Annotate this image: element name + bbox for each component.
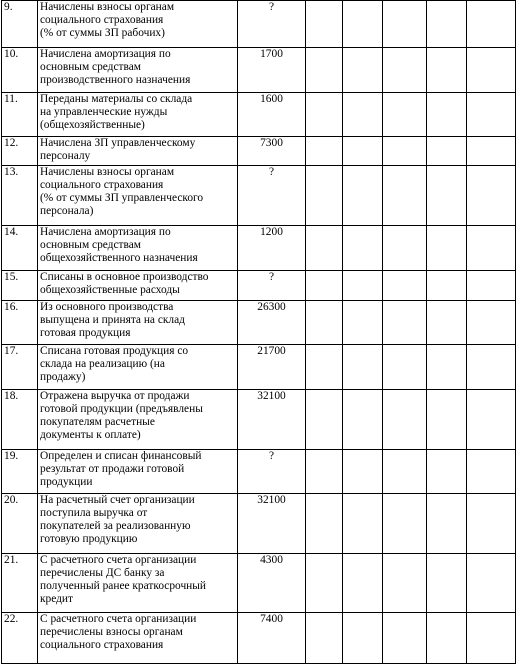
table-row (2, 390, 516, 450)
empty-cell (306, 613, 343, 664)
operation-description (38, 613, 238, 664)
empty-cell (427, 390, 467, 450)
empty-cell (383, 93, 427, 137)
empty-cell (306, 48, 343, 93)
transactions-body (2, 1, 516, 664)
empty-cell (467, 554, 516, 613)
empty-cell (306, 1, 343, 48)
empty-cell (427, 48, 467, 93)
empty-cell (383, 226, 427, 271)
empty-cell (467, 390, 516, 450)
operation-amount: 1200 (238, 226, 306, 271)
empty-cell (427, 450, 467, 494)
empty-cell (343, 494, 383, 554)
empty-cell (343, 226, 383, 271)
empty-cell (467, 48, 516, 93)
empty-cell (467, 271, 516, 301)
empty-cell (306, 494, 343, 554)
description-line: На расчетный счет организации (40, 494, 195, 506)
table-row (2, 48, 516, 93)
description-line: на управленческие нужды (40, 106, 168, 118)
empty-cell (427, 137, 467, 166)
operation-description (38, 166, 238, 226)
empty-cell (383, 1, 427, 48)
description-line: полученный ранее краткосрочный (40, 580, 207, 592)
operation-amount: ? (238, 166, 306, 226)
description-line: склада на реализацию (на (40, 358, 165, 370)
description-line: производственного назначения (40, 74, 191, 86)
operation-description (38, 48, 238, 93)
description-line: Начислены взносы органам (40, 1, 175, 13)
empty-cell (427, 301, 467, 345)
empty-cell (467, 1, 516, 48)
operation-amount: 4300 (238, 554, 306, 613)
operation-amount: 21700 (238, 345, 306, 390)
empty-cell (427, 613, 467, 664)
operation-description (38, 494, 238, 554)
ledger-page (1, 0, 516, 664)
description-line: готовая продукция (40, 327, 131, 339)
table-row (2, 1, 516, 48)
operation-description (38, 226, 238, 271)
description-line: Из основного производства (40, 301, 174, 313)
row-number: 18. (2, 390, 38, 450)
row-number: 21. (2, 554, 38, 613)
description-line: Определен и списан финансовый (40, 450, 202, 462)
table-row (2, 271, 516, 301)
empty-cell (427, 345, 467, 390)
empty-cell (467, 226, 516, 271)
table-row (2, 494, 516, 554)
table-row (2, 301, 516, 345)
table-row (2, 93, 516, 137)
empty-cell (383, 301, 427, 345)
operation-description (38, 345, 238, 390)
description-line: социального страхования (40, 14, 164, 26)
row-number: 9. (2, 1, 38, 48)
row-number: 10. (2, 48, 38, 93)
empty-cell (427, 554, 467, 613)
description-line: Переданы материалы со склада (40, 93, 193, 105)
description-line: продажу) (40, 371, 86, 383)
transactions-table (1, 0, 516, 664)
empty-cell (427, 166, 467, 226)
empty-cell (467, 166, 516, 226)
row-number: 12. (2, 137, 38, 166)
empty-cell (383, 345, 427, 390)
empty-cell (467, 450, 516, 494)
description-line: основным средствам (40, 239, 141, 251)
empty-cell (383, 613, 427, 664)
description-line: общехозяйственные расходы (40, 284, 180, 296)
empty-cell (467, 301, 516, 345)
description-line: С расчетного счета организации (40, 554, 197, 566)
empty-cell (343, 137, 383, 166)
empty-cell (467, 345, 516, 390)
empty-cell (306, 166, 343, 226)
description-line: кредит (40, 593, 74, 605)
empty-cell (343, 93, 383, 137)
description-line: Начислена ЗП управленческому (40, 137, 196, 149)
empty-cell (467, 137, 516, 166)
row-number: 15. (2, 271, 38, 301)
row-number: 17. (2, 345, 38, 390)
empty-cell (343, 390, 383, 450)
description-line: Списана готовая продукция со (40, 345, 189, 357)
description-line: готовую продукцию (40, 533, 138, 545)
row-number: 11. (2, 93, 38, 137)
empty-cell (467, 613, 516, 664)
description-line: перечислены ДС банку за (40, 567, 165, 579)
row-number: 14. (2, 226, 38, 271)
empty-cell (306, 93, 343, 137)
table-row (2, 345, 516, 390)
description-line: результат от продажи готовой (40, 463, 185, 475)
description-line: продукции (40, 476, 93, 488)
empty-cell (306, 271, 343, 301)
description-line: Списаны в основное производство (40, 271, 209, 283)
row-number: 19. (2, 450, 38, 494)
table-row (2, 226, 516, 271)
description-line: основным средствам (40, 61, 141, 73)
empty-cell (343, 450, 383, 494)
operation-description (38, 390, 238, 450)
empty-cell (467, 494, 516, 554)
description-line: (% от суммы ЗП рабочих) (40, 27, 165, 39)
description-line: поступила выручка от (40, 507, 148, 519)
description-line: документы к оплате) (40, 429, 141, 441)
operation-amount: 1700 (238, 48, 306, 93)
empty-cell (306, 301, 343, 345)
row-number: 22. (2, 613, 38, 664)
operation-amount: 26300 (238, 301, 306, 345)
empty-cell (306, 345, 343, 390)
operation-amount: 7300 (238, 137, 306, 166)
operation-amount: ? (238, 450, 306, 494)
operation-amount: 32100 (238, 494, 306, 554)
description-line: покупателей за реализованную (40, 520, 191, 532)
table-row (2, 554, 516, 613)
description-line: Отражена выручка от продажи (40, 390, 190, 402)
empty-cell (343, 271, 383, 301)
empty-cell (306, 226, 343, 271)
description-line: (% от суммы ЗП управленческого (40, 192, 204, 204)
empty-cell (383, 137, 427, 166)
empty-cell (383, 271, 427, 301)
description-line: социального страхования (40, 179, 164, 191)
table-row (2, 613, 516, 664)
operation-description (38, 301, 238, 345)
table-row (2, 450, 516, 494)
operation-amount: 1600 (238, 93, 306, 137)
description-line: общехозяйственного назначения (40, 252, 198, 264)
empty-cell (427, 226, 467, 271)
empty-cell (383, 48, 427, 93)
description-line: Начислена амортизация по (40, 226, 171, 238)
description-line: (общехозяйственные) (40, 119, 145, 131)
row-number: 20. (2, 494, 38, 554)
empty-cell (427, 1, 467, 48)
empty-cell (383, 494, 427, 554)
operation-description (38, 1, 238, 48)
operation-amount: 32100 (238, 390, 306, 450)
empty-cell (306, 554, 343, 613)
empty-cell (343, 613, 383, 664)
empty-cell (383, 390, 427, 450)
empty-cell (383, 450, 427, 494)
table-row (2, 166, 516, 226)
description-line: готовой продукции (предъявлены (40, 403, 203, 415)
operation-description (38, 93, 238, 137)
operation-description (38, 450, 238, 494)
empty-cell (383, 166, 427, 226)
empty-cell (343, 166, 383, 226)
empty-cell (343, 301, 383, 345)
description-line: Начислены взносы органам (40, 166, 175, 178)
description-line: персоналу (40, 150, 91, 162)
empty-cell (306, 450, 343, 494)
operation-amount: 7400 (238, 613, 306, 664)
empty-cell (427, 494, 467, 554)
description-line: выпущена и принята на склад (40, 314, 185, 326)
row-number: 13. (2, 166, 38, 226)
empty-cell (383, 554, 427, 613)
description-line: покупателям расчетные (40, 416, 155, 428)
table-row (2, 137, 516, 166)
empty-cell (343, 345, 383, 390)
empty-cell (427, 271, 467, 301)
operation-description (38, 271, 238, 301)
empty-cell (306, 137, 343, 166)
empty-cell (343, 48, 383, 93)
operation-description (38, 554, 238, 613)
description-line: персонала) (40, 205, 94, 217)
description-line: Начислена амортизация по (40, 48, 171, 60)
empty-cell (467, 93, 516, 137)
description-line: перечислены взносы органам (40, 626, 183, 638)
description-line: С расчетного счета организации (40, 613, 197, 625)
empty-cell (306, 390, 343, 450)
operation-description (38, 137, 238, 166)
empty-cell (343, 554, 383, 613)
operation-amount: ? (238, 1, 306, 48)
empty-cell (343, 1, 383, 48)
row-number: 16. (2, 301, 38, 345)
empty-cell (427, 93, 467, 137)
description-line: социального страхования (40, 639, 164, 651)
operation-amount: ? (238, 271, 306, 301)
